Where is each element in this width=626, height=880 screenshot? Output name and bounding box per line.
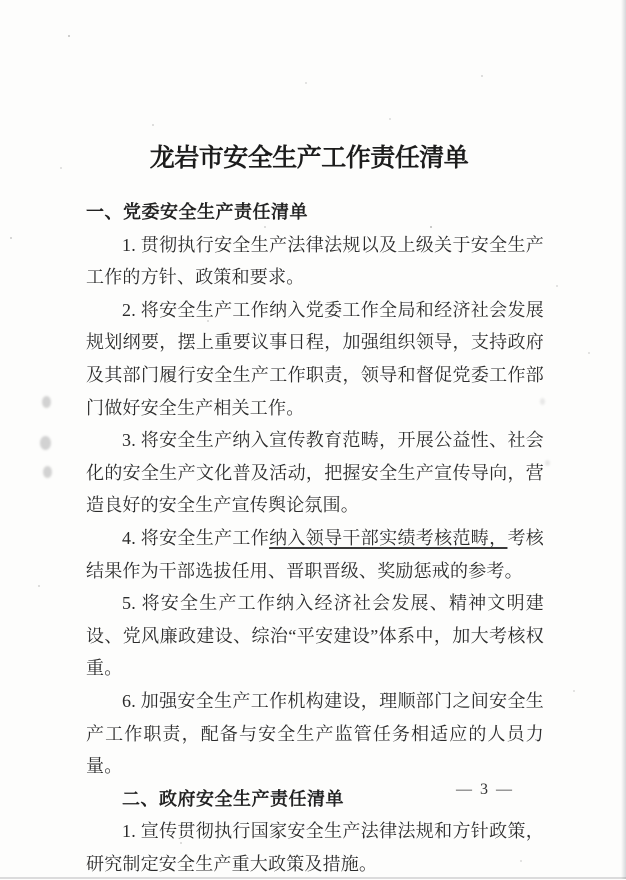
paragraph-item-1: 1. 贯彻执行安全生产法律法规以及上级关于安全生产工作的方针、政策和要求。: [86, 234, 544, 288]
scan-smudge: [540, 398, 545, 405]
scan-smudge: [42, 396, 51, 408]
scan-smudge: [40, 436, 51, 450]
paragraph-item-4: [86, 522, 544, 587]
paragraph-item-3: 3. 将安全生产纳入宣传教育范畴，开展公益性、社会化的安全生产文化普及活动，把握安全生产宣传导向，营造良好的安全生产宣传舆论氛围。: [86, 430, 544, 516]
section-heading-party-committee: 一、党委安全生产责任清单: [86, 202, 308, 222]
scan-smudge: [545, 460, 550, 466]
paragraph-gov-item-1: 1. 宣传贯彻执行国家安全生产法律法规和方针政策，研究制定安全生产重大政策及措施。: [86, 821, 544, 874]
page-number: — 3 —: [456, 781, 514, 798]
scan-edge-shadow-right: [621, 0, 626, 879]
scan-speckle-noise: [0, 0, 2, 2]
paragraph-item-2: 2. 将安全生产工作纳入党委工作全局和经济社会发展规划纲要，摆上重要议事日程，加强组织领导，支持政府及其部门履行安全生产工作职责，领导和督促党委工作部门做好安全生产相关工作。: [86, 299, 544, 418]
paragraph-item-6: 6. 加强安全生产工作机构建设，理顺部门之间安全生产工作职责，配备与安全生产监管任务相适应的人员力量。: [86, 690, 544, 777]
document-body: [86, 196, 544, 880]
paragraph-item-5: 5. 将安全生产工作纳入经济社会发展、精神文明建设、党风廉政建设、综治“平安建设”体系中，加大考核权重。: [86, 593, 544, 679]
document-title: 龙岩市安全生产工作责任清单: [149, 145, 469, 172]
paragraph-item-4-pre: 4. 将安全生产工作: [122, 527, 270, 548]
scan-smudge: [43, 466, 52, 478]
paragraph-item-4-underlined-phrase: 纳入领导干部实绩考核范畴，: [269, 527, 508, 548]
section-heading-government: 二、政府安全生产责任清单: [122, 788, 344, 809]
paragraph-item-4-post: 考核结果作为干部选拔任用、晋职晋级、奖励惩戒的参考。: [86, 527, 545, 581]
